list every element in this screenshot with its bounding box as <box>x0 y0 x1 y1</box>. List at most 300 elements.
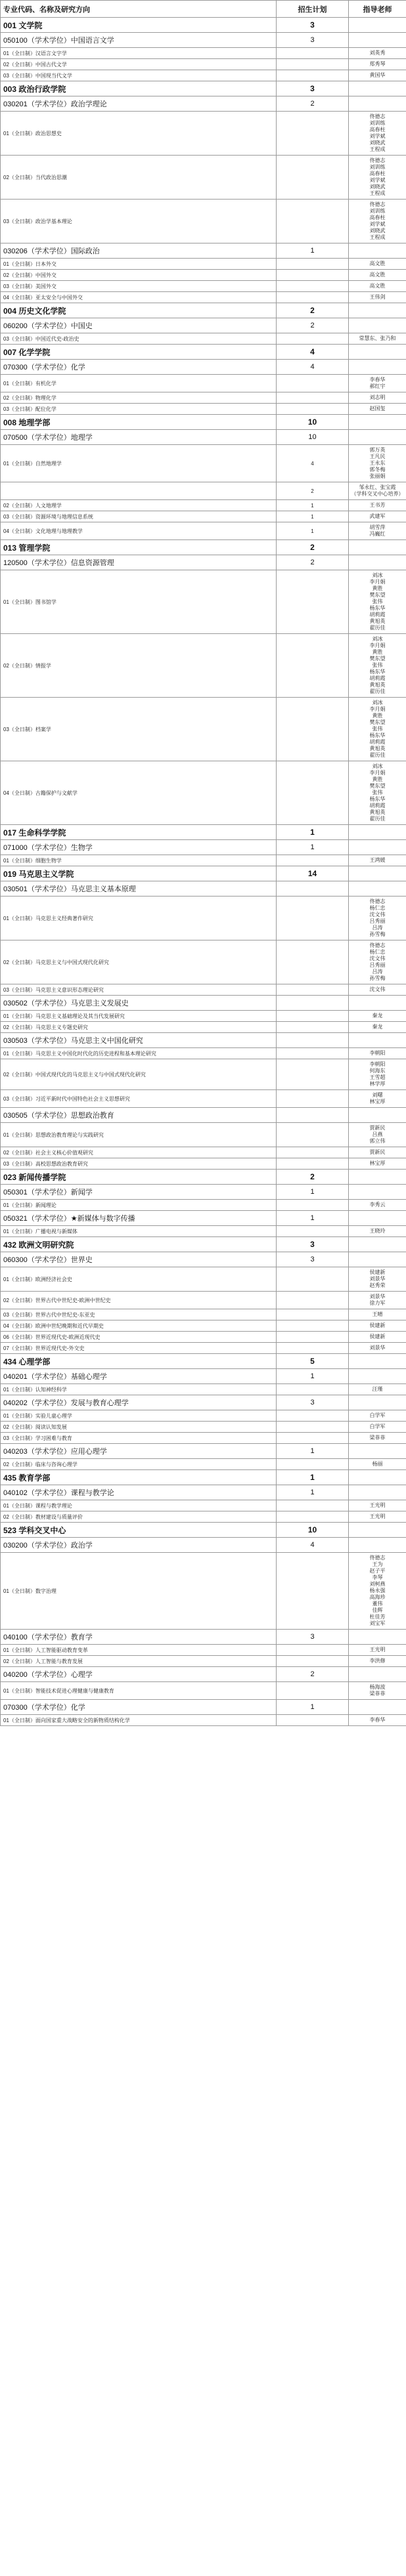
direction-plan-count: 1 <box>277 522 349 540</box>
tutor-name: 刘晓武 <box>369 140 386 146</box>
tutor-list <box>349 1656 406 1667</box>
tutor-name: 高文胜 <box>369 272 386 278</box>
college-plan-count: 3 <box>277 18 349 33</box>
tutor-list <box>349 1226 406 1237</box>
direction-plan-count <box>277 1645 349 1656</box>
major-name: 040203（学术学位）应用心理学 <box>1 1444 277 1459</box>
tutor-name: 樊东望 <box>369 719 386 725</box>
research-direction-name: 02（全日制）中国式现代化的马克思主义与中国式现代化研究 <box>1 1059 277 1090</box>
research-direction-row <box>1 59 406 70</box>
major-name: 030206（学术学位）国际政治 <box>1 243 277 259</box>
tutor-name: 李朝阳 <box>369 1061 386 1067</box>
tutor-name: 黄胜 <box>372 776 383 782</box>
research-direction-row <box>1 1459 406 1470</box>
direction-plan-count <box>277 1553 349 1630</box>
tutor-list <box>349 1682 406 1700</box>
tutor-cell <box>349 1170 406 1185</box>
research-direction-row <box>1 1309 406 1320</box>
research-direction-name: 01（全日制）思想政治教育理论与实践研究 <box>1 1123 277 1147</box>
major-plan-count: 2 <box>277 555 349 570</box>
direction-plan-count <box>277 1410 349 1422</box>
tutor-name: 孙雪梅 <box>369 931 386 937</box>
tutor-name: 刘学斌 <box>369 221 386 227</box>
tutor-list <box>349 404 406 415</box>
research-direction-name: 01（全日制）人工智能驱动教育变革 <box>1 1645 277 1656</box>
major-name: 040100（学术学位）教育学 <box>1 1630 277 1645</box>
research-direction-name: 03（全日制）习近平新时代中国特色社会主义思想研究 <box>1 1090 277 1108</box>
tutor-list <box>349 1645 406 1656</box>
research-direction-row <box>1 392 406 404</box>
tutor-name: 沈文伟 <box>369 912 386 918</box>
tutor-cell <box>349 881 406 897</box>
research-direction-name: 02（全日制）马克思主义专题史研究 <box>1 1022 277 1033</box>
tutor-cell <box>349 360 406 375</box>
research-direction-row <box>1 1200 406 1211</box>
direction-plan-count <box>277 1332 349 1343</box>
tutor-list <box>349 1410 406 1422</box>
research-direction-row <box>1 1500 406 1511</box>
college-plan-count: 4 <box>277 345 349 360</box>
research-direction-row <box>1 1553 406 1630</box>
tutor-list <box>349 292 406 303</box>
research-direction-name: 01（全日制）马克思主义中国化时代化的历史进程和基本理论研究 <box>1 1048 277 1059</box>
tutor-name: 董伟 <box>372 1601 383 1607</box>
major-name: 040202（学术学位）发展与教育心理学 <box>1 1395 277 1410</box>
research-direction-row <box>1 70 406 81</box>
research-direction-name: 03（全日制）政治学基本理论 <box>1 200 277 243</box>
direction-plan-count <box>277 855 349 866</box>
tutor-name: 侯建新 <box>369 1322 386 1328</box>
direction-plan-count <box>277 1320 349 1332</box>
direction-plan-count <box>277 333 349 345</box>
major-name: 040200（学术学位）心理学 <box>1 1667 277 1682</box>
direction-plan-count <box>277 392 349 404</box>
tutor-name: 赵国玺 <box>369 406 386 412</box>
major-plan-count <box>277 996 349 1011</box>
research-direction-name: 01（全日制）课程与教学理论 <box>1 1500 277 1511</box>
tutor-name: 王凡民 <box>369 454 386 459</box>
research-direction-name: 02（全日制）马克思主义与中国式现代化研究 <box>1 940 277 984</box>
tutor-list <box>349 1022 406 1033</box>
research-direction-name: 04（全日制）文化地理与地理教学 <box>1 522 277 540</box>
research-direction-name: 06（全日制）世界近现代史-欧洲近现代史 <box>1 1332 277 1343</box>
tutor-name: 黄国华 <box>369 72 386 78</box>
research-direction-row <box>1 1410 406 1422</box>
major-name: 030502（学术学位）马克思主义发展史 <box>1 996 277 1011</box>
research-direction-name: 01（全日制）广播电视与新媒体 <box>1 1226 277 1237</box>
major-row <box>1 96 406 112</box>
major-plan-count: 3 <box>277 33 349 48</box>
major-plan-count: 1 <box>277 840 349 855</box>
direction-plan-count <box>277 1422 349 1433</box>
research-direction-row <box>1 404 406 415</box>
direction-plan-count <box>277 1433 349 1444</box>
tutor-name: 胡雪萍 <box>369 524 386 530</box>
major-name: 070300（学术学位）化学 <box>1 360 277 375</box>
tutor-name: 刘英秀 <box>369 50 386 56</box>
direction-plan-count <box>277 984 349 996</box>
tutor-name: 樊东望 <box>369 592 386 598</box>
research-direction-row <box>1 1059 406 1090</box>
major-row <box>1 1395 406 1410</box>
tutor-name: 刘冰 <box>372 636 383 642</box>
research-direction-row <box>1 292 406 303</box>
tutor-name: 刘晓武 <box>369 228 386 234</box>
research-direction-name: 01（全日制）图书馆学 <box>1 570 277 634</box>
major-name: 030501（学术学位）马克思主义基本原理 <box>1 881 277 897</box>
college-name: 435 教育学部 <box>1 1470 277 1485</box>
tutor-cell <box>349 1444 406 1459</box>
tutor-name: 张丽娟 <box>369 473 386 479</box>
tutor-list <box>349 1011 406 1022</box>
tutor-list <box>349 200 406 243</box>
tutor-name: 王程成 <box>369 146 386 152</box>
major-name: 040102（学术学位）课程与教学论 <box>1 1485 277 1500</box>
tutor-list <box>349 48 406 59</box>
tutor-cell <box>349 840 406 855</box>
tutor-cell <box>349 1667 406 1682</box>
tutor-list <box>349 482 406 500</box>
tutor-name: 佟德志 <box>369 114 386 119</box>
tutor-name: 张伟 <box>372 599 383 604</box>
research-direction-row <box>1 855 406 866</box>
tutor-list <box>349 1048 406 1059</box>
tutor-list <box>349 1343 406 1354</box>
major-name: 060300（学术学位）世界史 <box>1 1252 277 1267</box>
tutor-list <box>349 392 406 404</box>
tutor-name: 刘志明 <box>369 394 386 400</box>
tutor-name: 杨东华 <box>369 732 386 738</box>
tutor-cell <box>349 243 406 259</box>
research-direction-name: 03（全日制）学习困难与教育 <box>1 1433 277 1444</box>
tutor-name: 李琴 <box>372 1574 383 1580</box>
tutor-name: 王程成 <box>369 234 386 240</box>
research-direction-row <box>1 259 406 270</box>
tutor-name: 刘学斌 <box>369 177 386 183</box>
major-row <box>1 1108 406 1123</box>
college-row <box>1 1354 406 1369</box>
direction-plan-count <box>277 70 349 81</box>
direction-plan-count <box>277 375 349 392</box>
tutor-name: 王光明 <box>369 1513 386 1519</box>
tutor-name: 孙雪梅 <box>369 975 386 981</box>
college-name: 523 学科交叉中心 <box>1 1523 277 1538</box>
tutor-list <box>349 570 406 634</box>
tutor-cell <box>349 866 406 881</box>
major-plan-count: 4 <box>277 1538 349 1553</box>
tutor-name: 王晓玲 <box>369 1228 386 1234</box>
tutor-list <box>349 112 406 156</box>
tutor-name: 佟德志 <box>369 158 386 163</box>
tutor-list <box>349 1459 406 1470</box>
tutor-cell <box>349 318 406 333</box>
direction-plan-count <box>277 200 349 243</box>
tutor-name: 郭冬梅 <box>369 467 386 473</box>
direction-plan-count <box>277 59 349 70</box>
direction-plan-count <box>277 1309 349 1320</box>
major-plan-count <box>277 1108 349 1123</box>
tutor-name: 贾新民 <box>369 1149 386 1155</box>
major-plan-count: 1 <box>277 243 349 259</box>
research-direction-row <box>1 1656 406 1667</box>
research-direction-name: 02（全日制）阅读认知发展 <box>1 1422 277 1433</box>
tutor-cell <box>349 1108 406 1123</box>
college-plan-count: 14 <box>277 866 349 881</box>
research-direction-row <box>1 1320 406 1332</box>
major-name: 050321（学术学位）★新媒体与数字传播 <box>1 1211 277 1226</box>
tutor-name: 张伟 <box>372 662 383 668</box>
tutor-cell <box>349 1523 406 1538</box>
tutor-name: 胡莉霞 <box>369 803 386 809</box>
research-direction-name: 02（全日制）物理化学 <box>1 392 277 404</box>
major-name: 120500（学术学位）信息资源管理 <box>1 555 277 570</box>
college-row <box>1 1237 406 1252</box>
major-plan-count: 1 <box>277 1185 349 1200</box>
major-row <box>1 360 406 375</box>
tutor-name: （学科交叉中心培养） <box>351 491 404 497</box>
college-name: 001 文学院 <box>1 18 277 33</box>
tutor-name: 李秀云 <box>369 1202 386 1208</box>
research-direction-row <box>1 1048 406 1059</box>
tutor-name: 王书芳 <box>369 502 386 508</box>
major-row <box>1 1369 406 1384</box>
research-direction-name <box>1 482 277 500</box>
tutor-list <box>349 1158 406 1170</box>
tutor-name: 吕秀丽 <box>369 918 386 924</box>
tutor-name: 翟历佳 <box>369 625 386 631</box>
major-row <box>1 1630 406 1645</box>
research-direction-row <box>1 1384 406 1395</box>
tutor-list <box>349 984 406 996</box>
tutor-name: 秦龙 <box>372 1013 383 1019</box>
tutor-name: 王光明 <box>369 1647 386 1653</box>
research-direction-name: 03（全日制）中国近代史-政治史 <box>1 333 277 345</box>
direction-plan-count <box>277 1459 349 1470</box>
research-direction-name: 03（全日制）配位化学 <box>1 404 277 415</box>
tutor-name: 秦龙 <box>372 1024 383 1030</box>
major-row <box>1 1185 406 1200</box>
direction-plan-count <box>277 270 349 281</box>
tutor-cell <box>349 1354 406 1369</box>
direction-plan-count <box>277 1011 349 1022</box>
tutor-name: 黄胜 <box>372 649 383 655</box>
tutor-name: 王光明 <box>369 1502 386 1508</box>
research-direction-name: 02（全日制）社会主义核心价值观研究 <box>1 1147 277 1158</box>
major-name: 070300（学术学位）化学 <box>1 1700 277 1715</box>
tutor-name: 王伟剑 <box>369 294 386 300</box>
major-row <box>1 243 406 259</box>
tutor-list <box>349 1123 406 1147</box>
tutor-list <box>349 1715 406 1726</box>
tutor-name: 翟历佳 <box>369 688 386 694</box>
tutor-list <box>349 1511 406 1523</box>
direction-plan-count <box>277 1267 349 1292</box>
tutor-name: 武建军 <box>369 513 386 519</box>
college-row <box>1 415 406 430</box>
major-plan-count: 3 <box>277 1252 349 1267</box>
direction-plan-count <box>277 1123 349 1147</box>
tutor-name: 白学军 <box>369 1424 386 1429</box>
tutor-name: 佟德志 <box>369 942 386 948</box>
direction-plan-count <box>277 698 349 761</box>
direction-plan-count <box>277 112 349 156</box>
major-row <box>1 1252 406 1267</box>
research-direction-row <box>1 1090 406 1108</box>
tutor-list <box>349 281 406 292</box>
tutor-cell <box>349 1470 406 1485</box>
tutor-list <box>349 855 406 866</box>
research-direction-name: 03（全日制）美国外交 <box>1 281 277 292</box>
tutor-name: 翟历佳 <box>369 752 386 758</box>
direction-plan-count <box>277 259 349 270</box>
tutor-name: 高海珍 <box>369 1594 386 1600</box>
research-direction-row <box>1 1332 406 1343</box>
research-direction-name: 04（全日制）欧洲中世纪晚期和近代早期史 <box>1 1320 277 1332</box>
research-direction-row <box>1 984 406 996</box>
major-row <box>1 318 406 333</box>
major-plan-count: 10 <box>277 430 349 445</box>
direction-plan-count <box>277 404 349 415</box>
research-direction-name: 02（全日制）情报学 <box>1 634 277 698</box>
direction-plan-count <box>277 1090 349 1108</box>
major-row <box>1 1538 406 1553</box>
direction-plan-count <box>277 1682 349 1700</box>
tutor-name: 黄旭英 <box>369 618 386 624</box>
major-name: 050100（学术学位）中国语言文学 <box>1 33 277 48</box>
college-row <box>1 303 406 318</box>
tutor-name: 高文胜 <box>369 261 386 266</box>
direction-plan-count <box>277 1656 349 1667</box>
research-direction-row <box>1 500 406 511</box>
research-direction-row <box>1 1267 406 1292</box>
college-name: 007 化学学院 <box>1 345 277 360</box>
tutor-name: 胡莉霞 <box>369 675 386 681</box>
research-direction-row <box>1 1715 406 1726</box>
research-direction-name: 07（全日制）世界近现代史-外交史 <box>1 1343 277 1354</box>
tutor-list <box>349 270 406 281</box>
college-name: 003 政治行政学院 <box>1 81 277 96</box>
college-row <box>1 18 406 33</box>
tutor-cell <box>349 1033 406 1048</box>
college-row <box>1 866 406 881</box>
college-row <box>1 1523 406 1538</box>
tutor-list <box>349 1147 406 1158</box>
tutor-list <box>349 1422 406 1433</box>
research-direction-row <box>1 1292 406 1309</box>
tutor-name: 王为 <box>372 1561 383 1567</box>
college-row <box>1 81 406 96</box>
major-name: 030505（学术学位）思想政治教育 <box>1 1108 277 1123</box>
tutor-list <box>349 500 406 511</box>
tutor-list <box>349 1059 406 1090</box>
tutor-name: 李春华 <box>369 1717 386 1723</box>
research-direction-row <box>1 570 406 634</box>
tutor-name: 杨东华 <box>369 669 386 675</box>
tutor-name: 樊东望 <box>369 656 386 662</box>
research-direction-row <box>1 482 406 500</box>
header-tutors: 指导老师 <box>349 1 406 18</box>
major-row <box>1 1700 406 1715</box>
tutor-name: 刘景华 <box>369 1276 386 1282</box>
tutor-cell <box>349 1700 406 1715</box>
tutor-name: 李月娟 <box>369 579 386 585</box>
research-direction-name: 02（全日制）世界古代中世纪史-欧洲中世纪史 <box>1 1292 277 1309</box>
direction-plan-count <box>277 1292 349 1309</box>
research-direction-row <box>1 1682 406 1700</box>
research-direction-name: 03（全日制）资源环境与地理信息系统 <box>1 511 277 522</box>
tutor-list <box>349 1292 406 1309</box>
tutor-name: 胡莉霞 <box>369 739 386 745</box>
tutor-name: 刘训练 <box>369 208 386 214</box>
research-direction-name: 01（全日制）细胞生物学 <box>1 855 277 866</box>
tutor-list <box>349 1200 406 1211</box>
direction-plan-count <box>277 1147 349 1158</box>
tutor-name: 林学厚 <box>369 1081 386 1087</box>
research-direction-row <box>1 1158 406 1170</box>
direction-plan-count <box>277 292 349 303</box>
college-plan-count: 1 <box>277 1470 349 1485</box>
tutor-list <box>349 333 406 345</box>
college-plan-count: 10 <box>277 415 349 430</box>
research-direction-name: 03（全日制）中国现当代文学 <box>1 70 277 81</box>
tutor-name: 白学军 <box>369 1412 386 1418</box>
tutor-name: 刘冰 <box>372 763 383 769</box>
tutor-cell <box>349 18 406 33</box>
major-name: 070500（学术学位）地理学 <box>1 430 277 445</box>
tutor-list <box>349 1090 406 1108</box>
tutor-name: 王永东 <box>369 460 386 466</box>
research-direction-name: 01（全日制）马克思主义基础理论及其当代发展研究 <box>1 1011 277 1022</box>
tutor-list <box>349 1332 406 1343</box>
research-direction-row <box>1 1511 406 1523</box>
tutor-name: 刘景华 <box>369 1345 386 1351</box>
research-direction-name: 02（全日制）人工智能与教育发展 <box>1 1656 277 1667</box>
major-row <box>1 996 406 1011</box>
tutor-name: 佟德志 <box>369 201 386 207</box>
tutor-name: 高文胜 <box>369 283 386 289</box>
research-direction-row <box>1 156 406 200</box>
research-direction-name: 03（全日制）马克思主义意识形态理论研究 <box>1 984 277 996</box>
direction-plan-count <box>277 48 349 59</box>
tutor-name: 张伟 <box>372 790 383 795</box>
tutor-list <box>349 1320 406 1332</box>
tutor-name: 佟德志 <box>369 1555 386 1561</box>
tutor-list <box>349 1500 406 1511</box>
direction-plan-count <box>277 281 349 292</box>
tutor-name: 黄旭英 <box>369 746 386 751</box>
tutor-name: 侯建新 <box>369 1334 386 1340</box>
direction-plan-count <box>277 1200 349 1211</box>
tutor-list <box>349 522 406 540</box>
tutor-name: 郭立伟 <box>369 1138 386 1144</box>
tutor-cell <box>349 1211 406 1226</box>
research-direction-name: 01（全日制）欧洲经济社会史 <box>1 1267 277 1292</box>
direction-plan-count <box>277 1022 349 1033</box>
major-plan-count: 1 <box>277 1444 349 1459</box>
research-direction-row <box>1 1147 406 1158</box>
tutor-name: 冯巍红 <box>369 531 386 537</box>
research-direction-name: 02（全日制）当代政治思潮 <box>1 156 277 200</box>
research-direction-name: 01（全日制）马克思主义经典著作研究 <box>1 897 277 940</box>
tutor-list <box>349 59 406 70</box>
research-direction-row <box>1 897 406 940</box>
tutor-list <box>349 156 406 200</box>
research-direction-row <box>1 333 406 345</box>
direction-plan-count: 1 <box>277 500 349 511</box>
tutor-cell <box>349 33 406 48</box>
tutor-name: 赵子平 <box>369 1568 386 1574</box>
tutor-name: 佟德志 <box>369 898 386 904</box>
